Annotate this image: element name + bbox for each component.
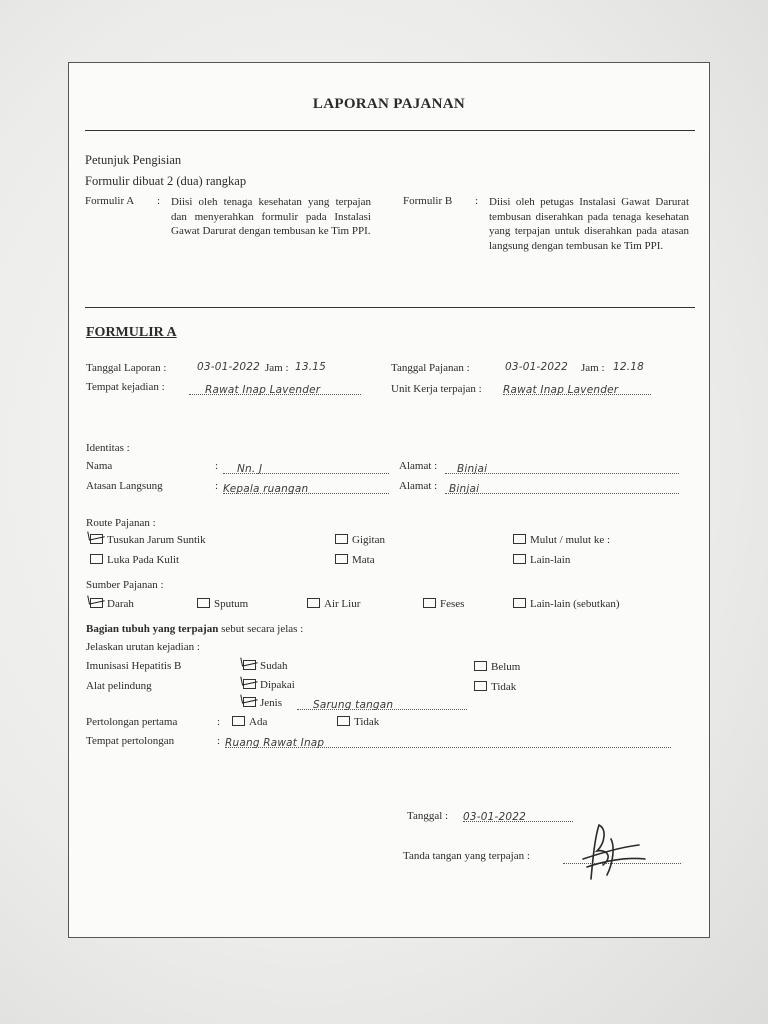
tanggal-label: Tanggal : xyxy=(407,810,449,822)
route-label: Route Pajanan : xyxy=(86,517,156,529)
checkbox[interactable] xyxy=(337,716,350,726)
tempat-pertolongan-field[interactable] xyxy=(225,733,671,748)
ttd-label: Tanda tangan yang terpajan : xyxy=(403,850,530,862)
imunisasi-sudah[interactable]: Sudah xyxy=(243,660,288,672)
tempat-pertolongan-value: Ruang Rawat Inap xyxy=(225,737,325,749)
checkbox[interactable] xyxy=(90,554,103,564)
route-option-tusukan[interactable]: Tusukan Jarum Suntik xyxy=(90,534,206,546)
imunisasi-label: Imunisasi Hepatitis B xyxy=(86,660,182,672)
route-option-luka[interactable]: Luka Pada Kulit xyxy=(90,554,179,566)
checkbox[interactable] xyxy=(335,554,348,564)
checkbox-checked[interactable] xyxy=(90,534,103,544)
tanggal-laporan-value[interactable]: 03-01-2022 xyxy=(197,361,261,373)
imunisasi-belum[interactable]: Belum xyxy=(474,661,520,673)
identitas-label: Identitas : xyxy=(86,442,130,454)
alamat2-label: Alamat : xyxy=(399,480,438,492)
alamat-field[interactable] xyxy=(445,459,679,474)
checkbox[interactable] xyxy=(513,554,526,564)
form-b-label: Formulir B xyxy=(403,195,453,207)
instructions-divider xyxy=(85,307,695,308)
route-option-lain[interactable]: Lain-lain xyxy=(513,554,570,566)
checkbox[interactable] xyxy=(513,598,526,608)
jam2-value[interactable]: 12.18 xyxy=(613,361,645,373)
pertolongan-label: Pertolongan pertama xyxy=(86,716,178,728)
instructions-copies: Formulir dibuat 2 (dua) rangkap xyxy=(85,174,247,188)
form-sheet xyxy=(68,62,710,938)
tempat-pertolongan-label: Tempat pertolongan xyxy=(86,735,175,747)
jam-label: Jam : xyxy=(265,362,289,374)
sumber-option-sputum[interactable]: Sputum xyxy=(197,598,248,610)
unit-label: Unit Kerja terpajan : xyxy=(391,383,482,395)
checkbox-checked[interactable] xyxy=(243,679,256,689)
tempat-field[interactable] xyxy=(189,380,361,395)
jenis-label[interactable]: Jenis xyxy=(243,697,282,709)
atasan-colon: : xyxy=(215,480,219,492)
tempat-pertolongan-colon: : xyxy=(217,735,221,747)
signature-image xyxy=(577,817,657,887)
nama-colon: : xyxy=(215,460,219,472)
nama-field[interactable] xyxy=(223,459,389,474)
pertolongan-ada[interactable]: Ada xyxy=(232,716,267,728)
alamat2-value: Binjai xyxy=(449,483,480,495)
jam2-label: Jam : xyxy=(581,362,605,374)
form-b-text: Diisi oleh petugas Instalasi Gawat Darurat tembusan diserahkan pada tenaga kesehatan yang terpajan untuk diserahkan pada atasan langsung dengan tembusan ke Tim PPI. xyxy=(489,196,689,252)
jenis-value: Sarung tangan xyxy=(313,699,394,711)
nama-label: Nama xyxy=(86,460,113,472)
unit-field[interactable] xyxy=(503,380,651,395)
unit-value: Rawat Inap Lavender xyxy=(503,384,619,396)
form-b-colon: : xyxy=(475,195,479,207)
tanggal-pajanan-value[interactable]: 03-01-2022 xyxy=(505,361,569,373)
sumber-option-feses[interactable]: Feses xyxy=(423,598,464,610)
checkbox[interactable] xyxy=(232,716,245,726)
jenis-field[interactable] xyxy=(297,695,467,710)
pertolongan-tidak[interactable]: Tidak xyxy=(337,716,379,728)
form-a-text: Diisi oleh tenaga kesehatan yang terpajan dan menyerahkan formulir pada Instalasi Gawat Darurat dengan tembusan ke Tim PPI. xyxy=(171,196,371,237)
alat-tidak[interactable]: Tidak xyxy=(474,681,516,693)
route-option-mata[interactable]: Mata xyxy=(335,554,375,566)
tempat-label: Tempat kejadian : xyxy=(86,381,165,393)
checkbox[interactable] xyxy=(307,598,320,608)
title-divider xyxy=(85,130,695,131)
instructions-heading: Petunjuk Pengisian xyxy=(85,153,182,167)
alamat-label: Alamat : xyxy=(399,460,438,472)
atasan-label: Atasan Langsung xyxy=(86,480,163,492)
checkbox[interactable] xyxy=(513,534,526,544)
checkbox[interactable] xyxy=(423,598,436,608)
checkbox-checked[interactable] xyxy=(243,660,256,670)
checkbox-checked[interactable] xyxy=(90,598,103,608)
form-heading: FORMULIR A xyxy=(86,325,177,340)
alamat2-field[interactable] xyxy=(445,479,679,494)
sumber-option-lain[interactable]: Lain-lain (sebutkan) xyxy=(513,598,620,610)
atasan-field[interactable] xyxy=(223,479,389,494)
tanggal-pajanan-label: Tanggal Pajanan : xyxy=(391,362,470,374)
nama-value: Nn. J xyxy=(237,463,263,475)
alamat-value: Binjai xyxy=(457,463,488,475)
tanggal-laporan-label: Tanggal Laporan : xyxy=(86,362,167,374)
sumber-label: Sumber Pajanan : xyxy=(86,579,164,591)
checkbox-checked[interactable] xyxy=(243,697,256,707)
checkbox[interactable] xyxy=(335,534,348,544)
atasan-value: Kepala ruangan xyxy=(223,483,309,495)
pertolongan-colon: : xyxy=(217,716,221,728)
sumber-option-air-liur[interactable]: Air Liur xyxy=(307,598,360,610)
form-a-label: Formulir A xyxy=(85,195,135,207)
alat-dipakai[interactable]: Dipakai xyxy=(243,679,295,691)
page-title: LAPORAN PAJANAN xyxy=(312,96,466,112)
route-option-gigitan[interactable]: Gigitan xyxy=(335,534,385,546)
sumber-option-darah[interactable]: Darah xyxy=(90,598,134,610)
urutan-label: Jelaskan urutan kejadian : xyxy=(86,641,200,653)
checkbox[interactable] xyxy=(474,661,487,671)
tanggal-value: 03-01-2022 xyxy=(463,811,527,823)
checkbox[interactable] xyxy=(474,681,487,691)
tempat-value: Rawat Inap Lavender xyxy=(205,384,321,396)
form-a-colon: : xyxy=(157,195,161,207)
alat-label: Alat pelindung xyxy=(86,680,152,692)
checkbox[interactable] xyxy=(197,598,210,608)
bagian-tubuh-label: Bagian tubuh yang terpajan sebut secara jelas : xyxy=(86,623,304,635)
route-option-mulut[interactable]: Mulut / mulut ke : xyxy=(513,534,610,546)
tanggal-field[interactable] xyxy=(463,807,573,822)
jam-value[interactable]: 13.15 xyxy=(295,361,327,373)
